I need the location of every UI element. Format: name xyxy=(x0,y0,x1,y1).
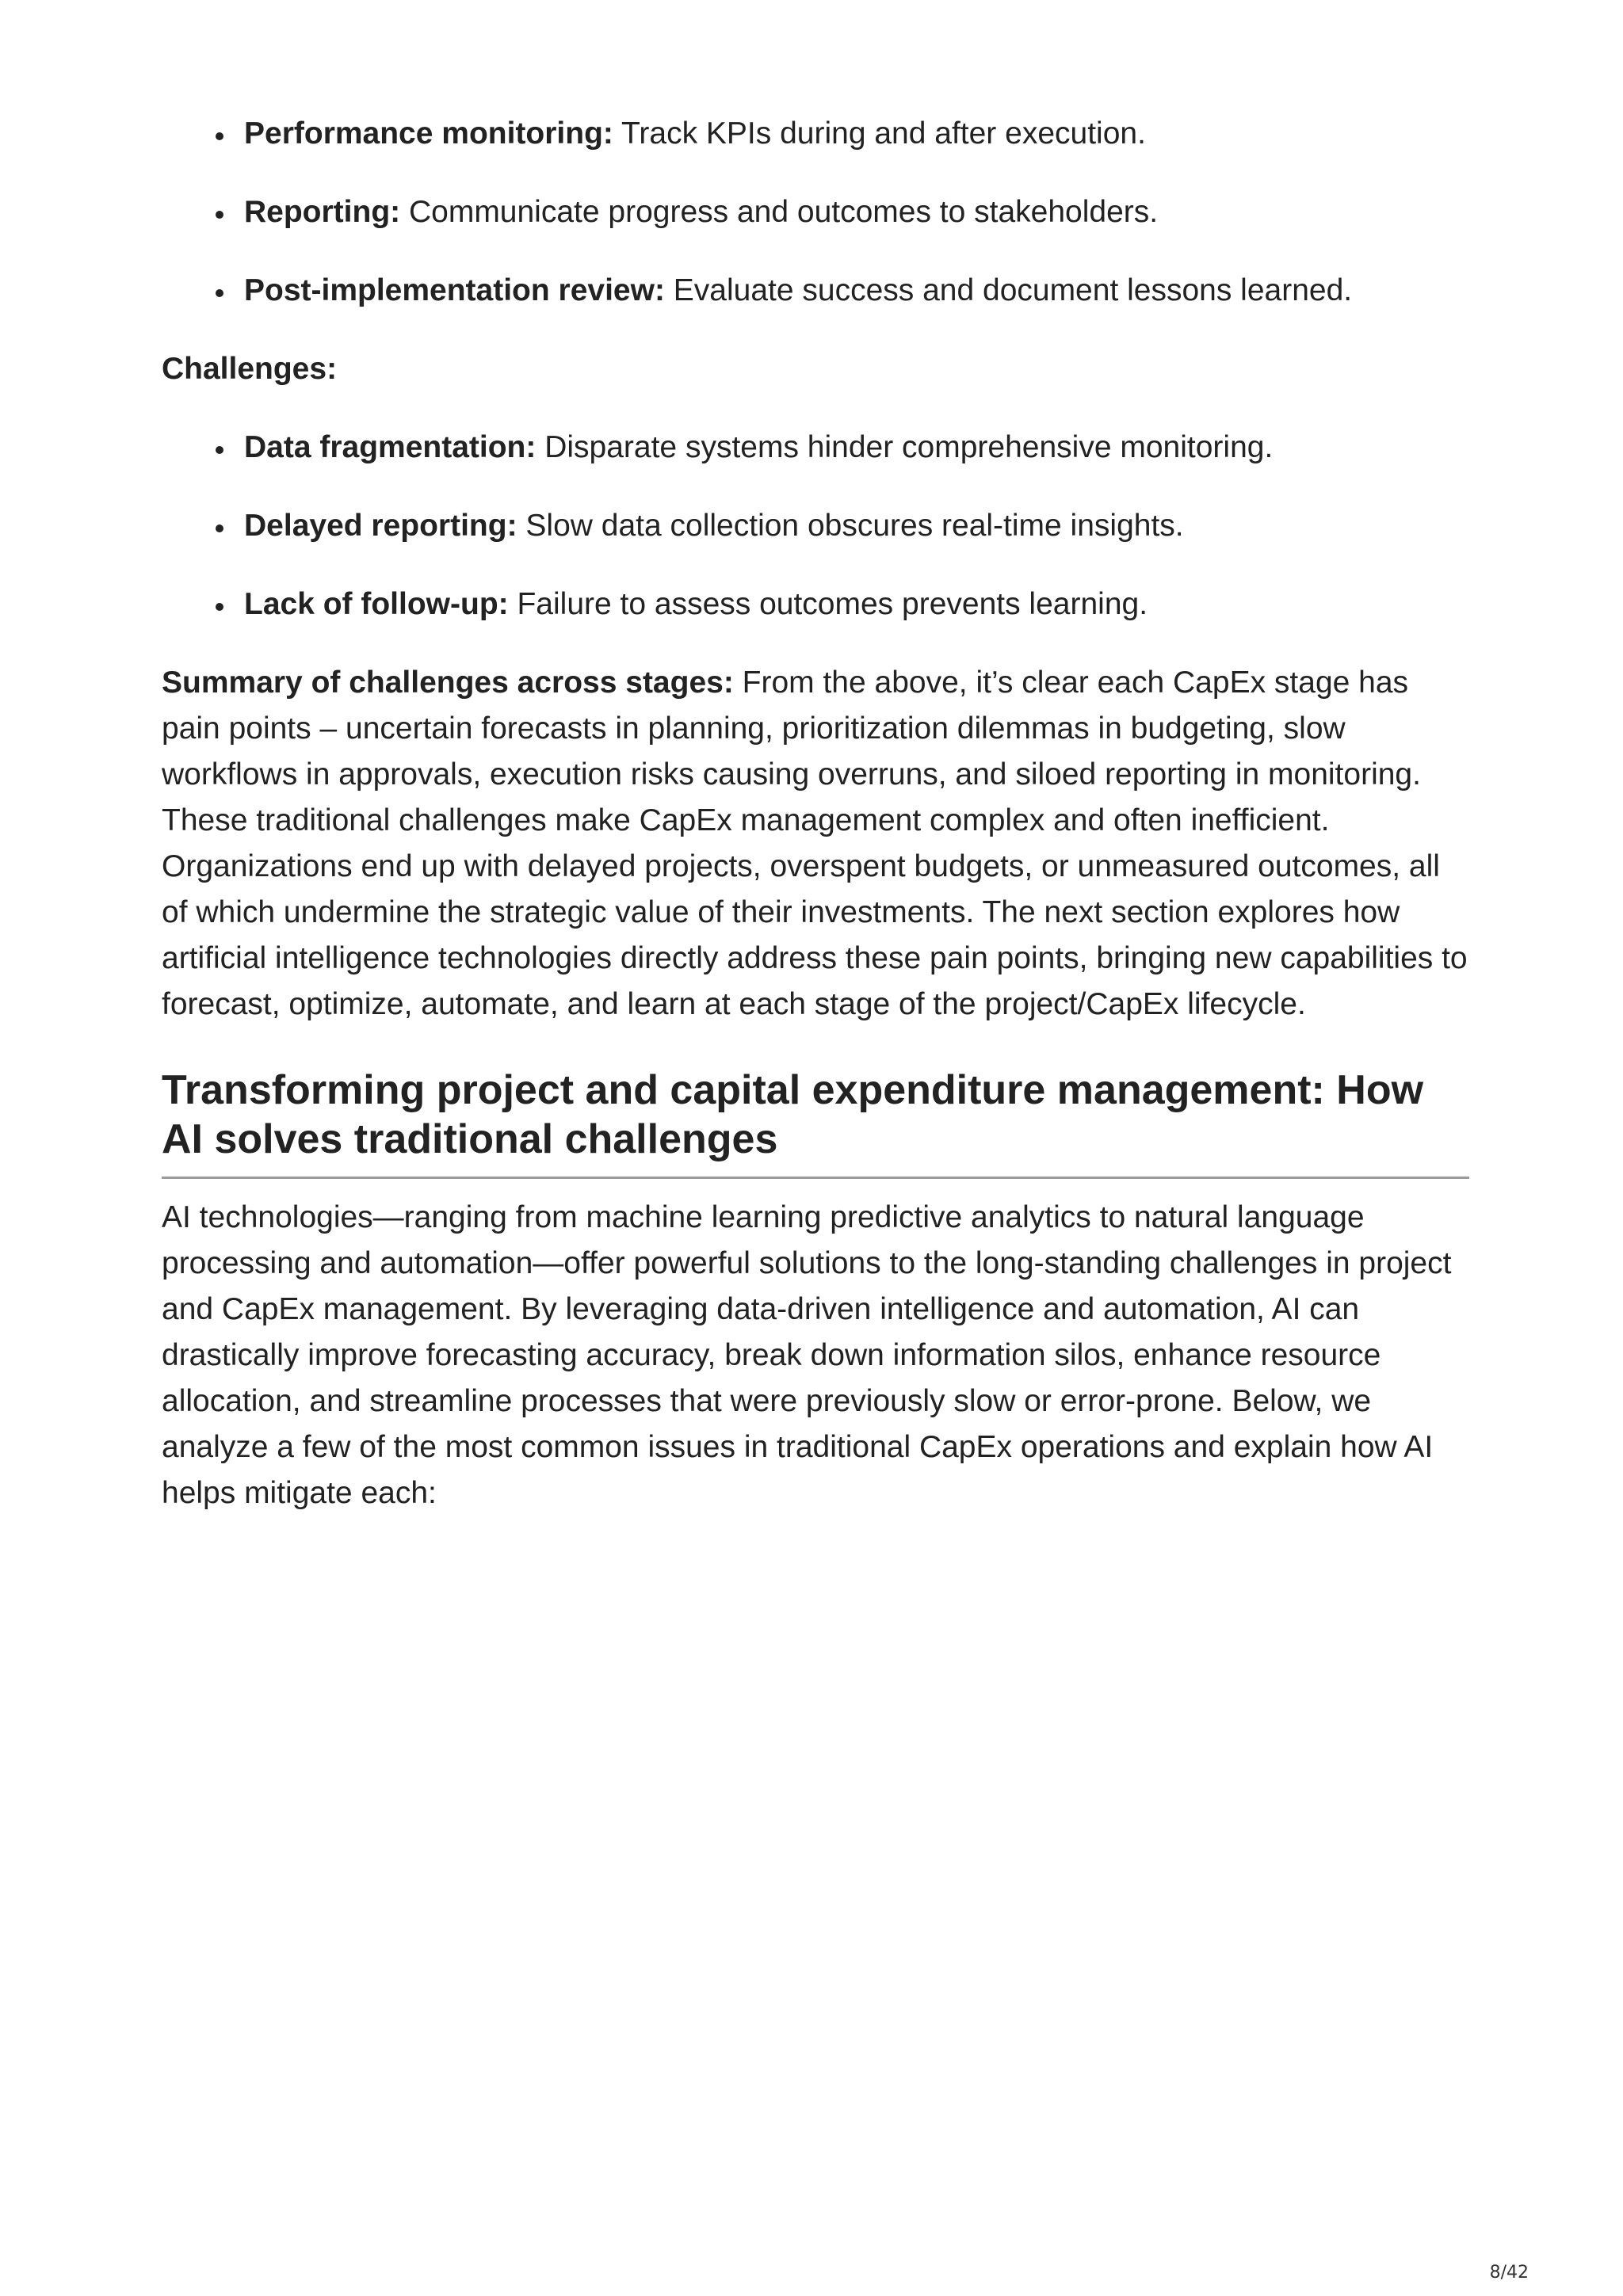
list-item-text: Evaluate success and document lessons learned. xyxy=(664,273,1353,307)
list-item xyxy=(162,189,1469,235)
list-item-text: Slow data collection obscures real-time insights. xyxy=(517,509,1184,543)
list-item xyxy=(162,268,1469,314)
list-item xyxy=(162,111,1469,157)
monitoring-activities-list xyxy=(162,111,1469,314)
list-item-term: Performance monitoring: xyxy=(244,116,613,151)
summary-paragraph xyxy=(162,660,1469,1028)
page-content xyxy=(162,111,1469,1516)
list-item-term: Lack of follow-up: xyxy=(244,587,509,621)
challenges-list xyxy=(162,425,1469,627)
list-item-text: Failure to assess outcomes prevents learning. xyxy=(508,587,1148,621)
list-item xyxy=(162,582,1469,627)
summary-lead: Summary of challenges across stages: xyxy=(162,666,734,700)
page-number: 8/42 xyxy=(1489,2263,1529,2283)
list-item-term: Data fragmentation: xyxy=(244,430,537,464)
list-item xyxy=(162,425,1469,471)
list-item xyxy=(162,503,1469,549)
list-item-text: Communicate progress and outcomes to stakeholders. xyxy=(400,195,1159,229)
section-heading: Transforming project and capital expenditure management: How AI solves traditional challenges xyxy=(162,1066,1469,1179)
intro-paragraph: AI technologies—ranging from machine learning predictive analytics to natural language processing and automation—offer powerful solutions to the long-standing challenges in project and CapEx management. By leveraging data-driven intelligence and automation, AI can drastically improve forecasting accuracy, break down information silos, enhance resource allocation, and streamline processes that were previously slow or error-prone. Below, we analyze a few of the most common issues in traditional CapEx operations and explain how AI helps mitigate each: xyxy=(162,1200,1452,1510)
list-item-term: Reporting: xyxy=(244,195,401,229)
challenges-heading: Challenges: xyxy=(162,352,338,386)
list-item-text: Disparate systems hinder comprehensive monitoring. xyxy=(536,430,1274,464)
list-item-term: Post-implementation review: xyxy=(244,273,665,307)
list-item-term: Delayed reporting: xyxy=(244,509,517,543)
list-item-text: Track KPIs during and after execution. xyxy=(613,116,1146,151)
summary-text: From the above, it’s clear each CapEx stage has pain points – uncertain forecasts in planning, prioritization dilemmas in budgeting, slow workflows in approvals, execution risks causing overruns, and siloed reporting in monitoring. These traditional challenges make CapEx management complex and often inefficient. Organizations end up with delayed projects, overspent budgets, or unmeasured outcomes, all of which undermine the strategic value of their investments. The next section explores how artificial intelligence technologies directly address these pain points, bringing new capabilities to forecast, optimize, automate, and learn at each stage of the project/CapEx lifecycle. xyxy=(162,666,1468,1021)
